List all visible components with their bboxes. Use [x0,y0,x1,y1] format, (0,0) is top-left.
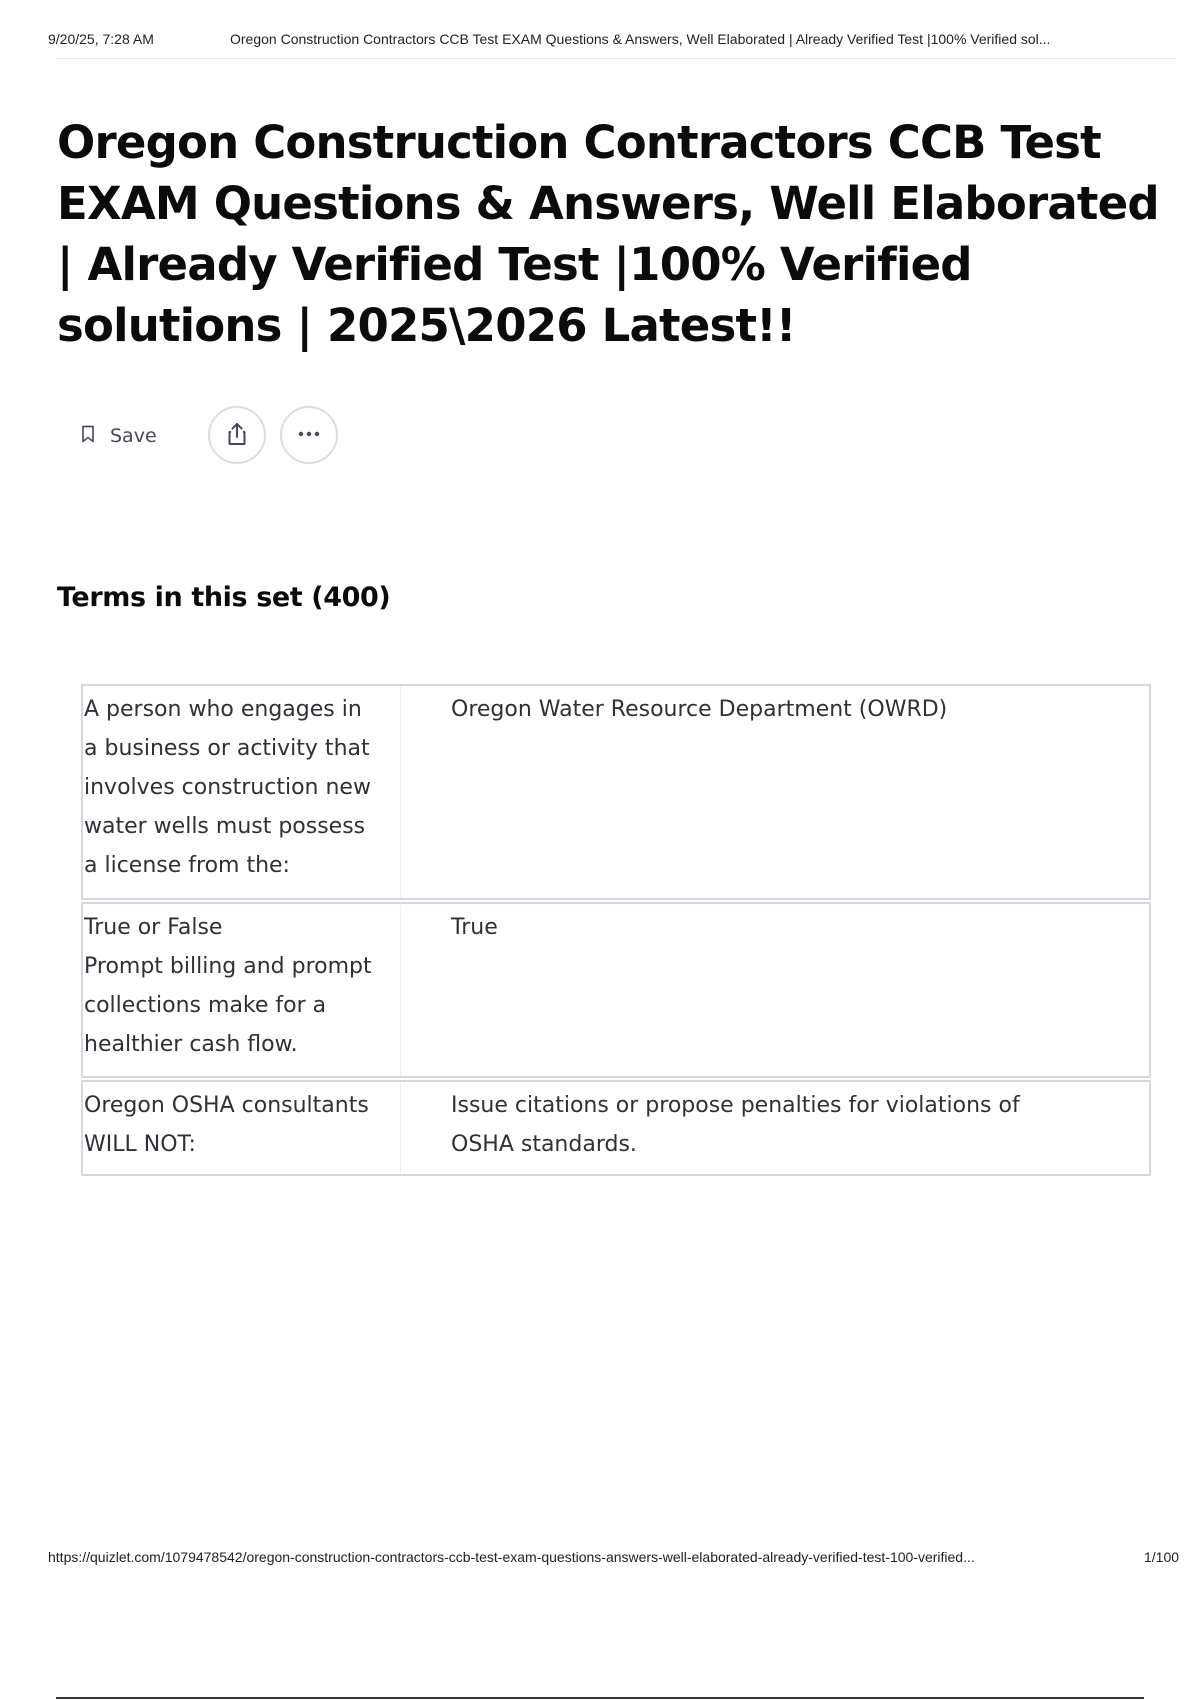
definition-text: Oregon Water Resource Department (OWRD) [451,697,948,722]
share-icon [223,420,251,451]
definition-text: True [451,915,498,940]
terms-heading: Terms in this set (400) [57,582,391,613]
term-card [81,902,1151,1078]
share-button[interactable] [208,406,266,464]
page-bottom-divider [56,1697,1144,1699]
page-title: Oregon Construction Contractors CCB Test EXAM Questions & Answers, Well Elaborated | Already Verified Test |100% Verified solutions | 2025\2026 Latest!! [57,116,1159,352]
terms-list [81,684,1151,1178]
print-url: https://quizlet.com/1079478542/oregon-construction-contractors-ccb-test-exam-questions-answers-well-elaborated-already-verified-test-100-verified... [48,1549,975,1565]
term-card [81,684,1151,900]
term-text: True or False Prompt billing and prompt collections make for a healthier cash flow. [83,904,401,1076]
page-number: 1/100 [1144,1549,1180,1565]
definition-text: Issue citations or propose penalties for violations of OSHA standards. [451,1093,1020,1157]
save-label: Save [110,425,157,447]
header-divider [56,58,1176,59]
bookmark-icon [78,424,98,449]
save-button[interactable] [78,406,180,466]
print-header [48,28,1178,58]
print-document-title: Oregon Construction Contractors CCB Test EXAM Questions & Answers, Well Elaborated | Already Verified Test |100% Verified sol... [230,31,1051,47]
term-text: Oregon OSHA consultants WILL NOT: [83,1082,401,1174]
print-datetime: 9/20/25, 7:28 AM [48,31,154,47]
more-icon [295,420,323,451]
term-text: A person who engages in a business or activity that involves construction new water wells must possess a license from the: [83,686,401,898]
print-footer [48,1549,1186,1571]
more-options-button[interactable] [280,406,338,464]
term-card [81,1080,1151,1176]
